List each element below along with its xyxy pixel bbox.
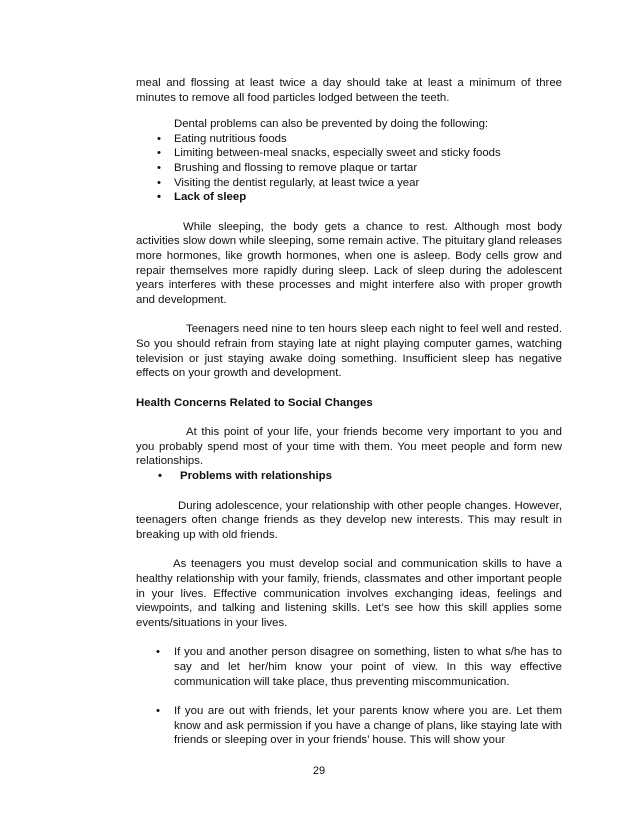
bullet-icon: •	[156, 646, 160, 659]
skills-paragraph: As teenagers you must develop social and communication skills to have a healthy relationship with your family, friends, classmates and other important people in your lives. Effective communication involves exchanging ideas, feelings and viewpoints, and talking and listening skills. Let’s see how this skill applies some events/situations in your lives.	[136, 558, 562, 629]
prevention-intro: Dental problems can also be prevented by doing the following:	[174, 118, 489, 131]
situations-list	[136, 645, 562, 748]
social-paragraph: At this point of your life, your friends become very important to you and you probably spend most of your time with them. You meet people and form new relationships.	[136, 426, 562, 468]
prevention-list	[136, 132, 562, 205]
relationships-paragraph: During adolescence, your relationship with other people changes. However, teenagers often change friends as they develop new interests. This may result in breaking up with old friends.	[136, 499, 562, 541]
list-item: • Limiting between-meal snacks, especially sweet and sticky foods	[157, 147, 501, 160]
paragraph-continued: meal and flossing at least twice a day should take at least a minimum of three minutes to remove all food particles lodged between the teeth.	[136, 77, 562, 104]
list-item: • Visiting the dentist regularly, at least twice a year	[157, 176, 420, 189]
bullet-icon: •	[156, 705, 160, 718]
list-item: • If you are out with friends, let your parents know where you are. Let them know and ask permission if you have a change of plans, like staying late with friends or sleeping over in your friends’ house. This will show your	[156, 705, 562, 747]
bullet-icon: •	[157, 132, 161, 145]
bullet-icon: •	[157, 161, 161, 174]
bullet-icon: •	[157, 147, 161, 160]
page-number: 29	[312, 765, 326, 777]
lack-of-sleep-heading: • Lack of sleep	[157, 191, 247, 204]
sleep-paragraph-2: Teenagers need nine to ten hours sleep each night to feel well and rested. So you should refrain from staying late at night playing computer games, watching television or just staying awake doing something. Insufficient sleep has negative effects on your growth and development.	[136, 323, 562, 380]
section-heading-social: Health Concerns Related to Social Changes	[136, 396, 373, 409]
sleep-paragraph-1: While sleeping, the body gets a chance to rest. Although most body activities slow down while sleeping, some remain active. The pituitary gland releases more hormones, like growth hormones, when one is asleep. Body cells grow and repair themselves more rapidly during sleep. Lack of sleep during the adolescent years interferes with these processes and might interfere also with proper growth and development.	[136, 220, 562, 306]
relationships-heading: • Problems with relationships	[158, 470, 332, 483]
bullet-icon: •	[157, 191, 161, 204]
list-item: • Brushing and flossing to remove plaque or tartar	[157, 161, 418, 174]
list-item: • Eating nutritious foods	[157, 132, 287, 145]
list-item: • If you and another person disagree on something, listen to what s/he has to say and let her/him know your point of view. In this way effective communication will take place, thus preventing miscommunication.	[156, 646, 562, 688]
bullet-icon: •	[158, 470, 162, 483]
page-body	[136, 76, 562, 748]
bullet-icon: •	[157, 176, 161, 189]
